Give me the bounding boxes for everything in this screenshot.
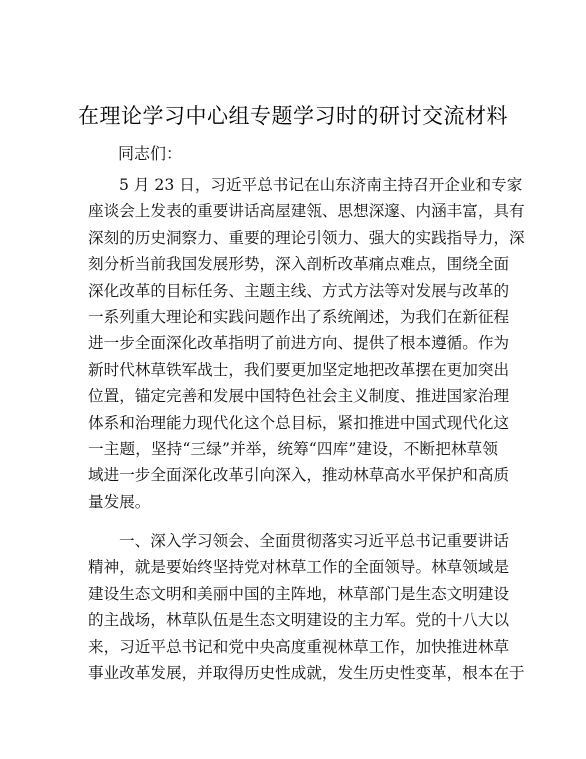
paragraph-line: 一系列重大理论和实践问题作出了系统阐述，为我们在新征程 <box>88 307 510 326</box>
paragraph-line: 事业改革发展，并取得历史性成就，发生历史性变革，根本在于 <box>88 663 525 682</box>
paragraph-line: 位置，锚定完善和发展中国特色社会主义制度、推进国家治理 <box>88 387 510 406</box>
paragraph-line: 体系和治理能力现代化这个总目标，紧扣推进中国式现代化这 <box>88 413 510 432</box>
paragraph-line: 的主战场，林草队伍是生态文明建设的主力军。党的十八大以 <box>88 611 510 630</box>
paragraph-line: 深化改革的目标任务、主题主线、方式方法等对发展与改革的 <box>88 281 510 300</box>
paragraph-line: 新时代林草铁军战士，我们要更加坚定地把改革摆在更加突出 <box>88 360 510 379</box>
paragraph-line: 域进一步全面深化改革引向深入，推动林草高水平保护和高质 <box>88 466 510 485</box>
paragraph-line: 一主题，坚持“三绿”并举，统筹“四库”建设，不断把林草领 <box>88 439 498 458</box>
paragraph-line: 一、深入学习领会、全面贯彻落实习近平总书记重要讲话 <box>119 532 509 550</box>
paragraph-line: 来，习近平总书记和党中央高度重视林草工作，加快推进林草 <box>88 637 510 656</box>
paragraph-line: 5 月 23 日，习近平总书记在山东济南主持召开企业和专家 <box>119 176 523 194</box>
paragraph-2 <box>88 528 525 686</box>
paragraph-line: 深刻的历史洞察力、重要的理论引领力、强大的实践指导力，深 <box>88 228 525 247</box>
paragraph-line: 刻分析当前我国发展形势，深入剖析改革痛点难点，围绕全面 <box>88 255 510 274</box>
salutation: 同志们： <box>118 144 183 163</box>
paragraph-line: 量发展。 <box>88 492 151 511</box>
paragraph-line: 建设生态文明和美丽中国的主阵地，林草部门是生态文明建设 <box>88 584 510 603</box>
document-title: 在理论学习中心组专题学习时的研讨交流材料 <box>78 104 508 128</box>
paragraph-line: 进一步全面深化改革指明了前进方向、提供了根本遵循。作为 <box>88 334 510 353</box>
paragraph-1 <box>88 172 525 515</box>
paragraph-line: 座谈会上发表的重要讲话高屋建瓴、思想深邃、内涵丰富，具有 <box>88 202 525 221</box>
paragraph-line: 精神，就是要始终坚持党对林草工作的全面领导。林草领域是 <box>88 558 510 577</box>
